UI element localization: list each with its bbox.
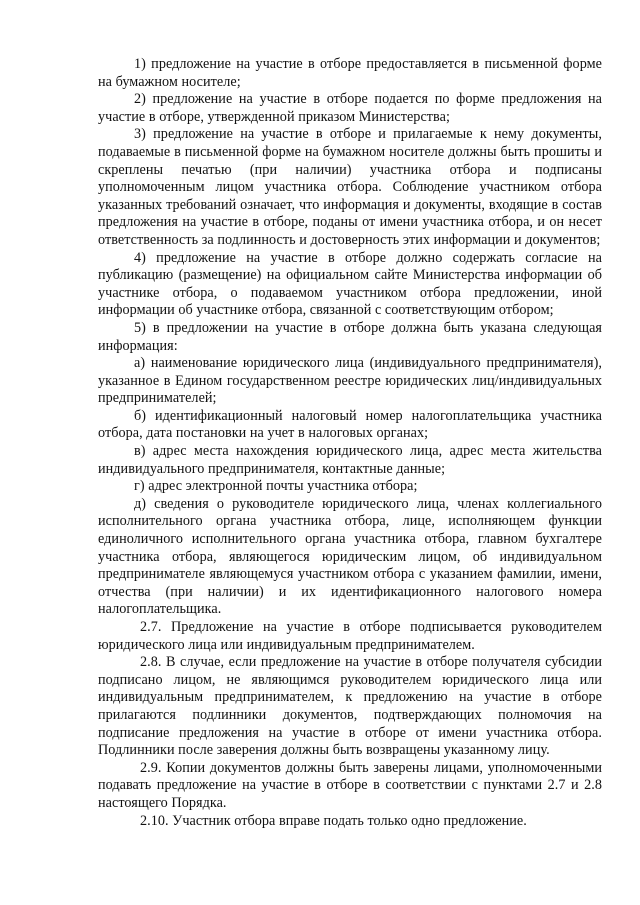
paragraph-subitem-a: а) наименование юридического лица (индивидуального предпринимателя), указанное в Едином государственном реестре юридических лиц/индивидуальных предпринимателей; <box>98 355 602 407</box>
paragraph-subitem-v: в) адрес места нахождения юридического лица, адрес места жительства индивидуального предпринимателя, контактные данные; <box>98 443 602 477</box>
paragraph-subitem-d: д) сведения о руководителе юридического лица, членах коллегиального исполнительного органа участника отбора, лице, исполняющем функции единоличного исполнительного органа участника отбора, главном бухгалтере участника отбора, являющегося юридическим лицом, об индивидуальном предпринимателе являющемуся участником отбора с указанием фамилии, имени, отчества (при наличии) и их идентификационного налогового номера налогоплательщика. <box>98 495 602 618</box>
paragraph-subitem-b: б) идентификационный налоговый номер налогоплательщика участника отбора, дата постановки на учет в налоговых органах; <box>98 407 602 442</box>
paragraph-item-2: 2) предложение на участие в отборе подается по форме предложения на участие в отборе, утвержденной приказом Министерства; <box>98 91 602 125</box>
paragraph-subitem-g: г) адрес электронной почты участника отбора; <box>134 478 418 495</box>
paragraph-item-3: 3) предложение на участие в отборе и прилагаемые к нему документы, подаваемые в письменной форме на бумажном носителе должны быть прошиты и скреплены печатью (при наличии) участника отбора и подписаны уполномоченным лицом участника отбора. Соблюдение участником отбора указанных требований означает, что информация и документы, входящие в состав предложения на участие в отборе, поданы от имени участника отбора, и он несет ответственность за подлинность и достоверность этих информации и документов; <box>98 126 602 248</box>
paragraph-2-10: 2.10. Участник отбора вправе подать только одно предложение. <box>140 812 527 829</box>
paragraph-item-1: 1) предложение на участие в отборе предоставляется в письменной форме на бумажном носителе; <box>98 56 602 90</box>
paragraph-2-7: 2.7. Предложение на участие в отборе подписывается руководителем юридического лица или индивидуальным предпринимателем. <box>98 619 602 653</box>
paragraph-item-5: 5) в предложении на участие в отборе должна быть указана следующая информация: <box>98 319 602 354</box>
paragraph-2-9: 2.9. Копии документов должны быть заверены лицами, уполномоченными подавать предложение на участие в отборе в соответствии с пунктами 2.7 и 2.8 настоящего Порядка. <box>98 759 602 811</box>
paragraph-item-4: 4) предложение на участие в отборе должно содержать согласие на публикацию (размещение) на официальном сайте Министерства информации об участнике отбора, о подаваемом участником отбора предложении, иной информации об участнике отбора, связанной с соответствующим отбором; <box>98 249 602 319</box>
paragraph-2-8: 2.8. В случае, если предложение на участие в отборе получателя субсидии подписано лицом, не являющимся руководителем юридического лица или индивидуальным предпринимателем, к предложению на участие в отборе прилагаются подлинники документов, подтверждающих полномочия на подписание предложения на участие в отборе от имени участника отбора. Подлинники после заверения должны быть возвращены указанному лицу. <box>98 654 602 759</box>
